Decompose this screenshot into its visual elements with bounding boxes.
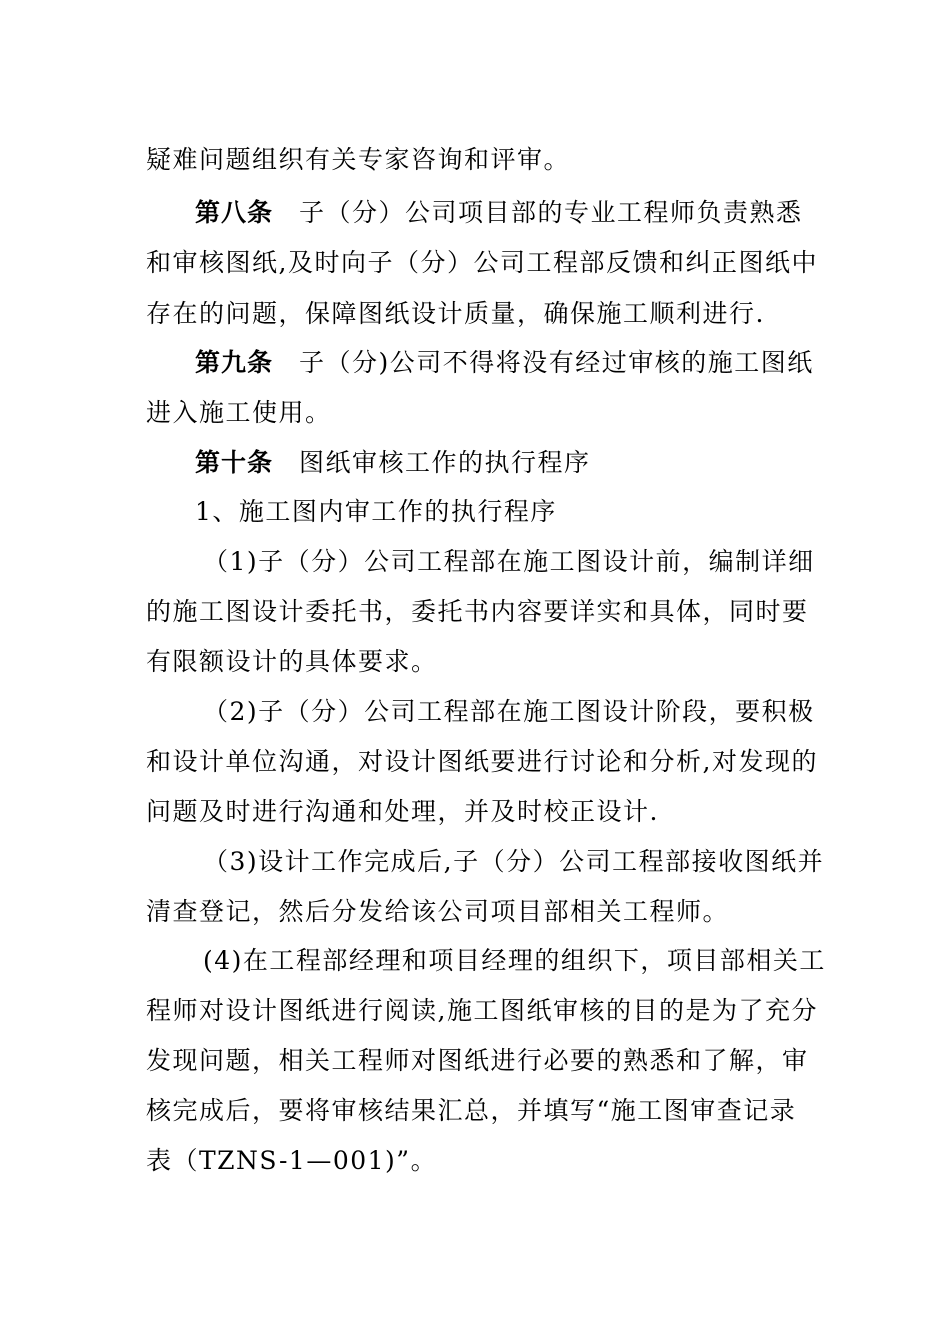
item-2-line-3 <box>146 795 816 829</box>
item-4-line-1 <box>203 944 873 978</box>
text-line: 子（分)公司不得将没有经过审核的施工图纸 <box>299 348 814 377</box>
item-3-line-2 <box>146 895 816 929</box>
text-line: （2)子（分）公司工程部在施工图设计阶段，要积极 <box>203 697 815 726</box>
text-line: 的施工图设计委托书，委托书内容要详实和具体，同时要 <box>146 597 809 626</box>
item-3-line-1 <box>203 845 873 879</box>
article-8-line-3 <box>146 297 816 331</box>
text-line: 疑难问题组织有关专家咨询和评审。 <box>146 145 571 174</box>
item-1-line-2 <box>146 595 816 629</box>
text-line: 子（分）公司项目部的专业工程师负责熟悉 <box>299 198 803 227</box>
article-9-heading-line <box>195 346 865 380</box>
text-line: （3)设计工作完成后,子（分）公司工程部接收图纸并 <box>203 847 825 876</box>
item-2-line-1 <box>203 695 873 729</box>
text-line: 表（TZNS-1—001)”。 <box>146 1146 438 1175</box>
article-10-label: 第十条 <box>195 448 274 477</box>
article-9-line-2 <box>146 396 816 430</box>
text-line: 清查登记，然后分发给该公司项目部相关工程师。 <box>146 897 730 926</box>
article-10-heading-line <box>195 446 865 480</box>
section-1-heading <box>195 495 865 529</box>
text-line: 发现问题，相关工程师对图纸进行必要的熟悉和了解，审 <box>146 1046 809 1075</box>
text-line: 1、施工图内审工作的执行程序 <box>195 497 557 526</box>
text-line: 有限额设计的具体要求。 <box>146 647 438 676</box>
text-line: 程师对设计图纸进行阅读,施工图纸审核的目的是为了充分 <box>146 996 818 1025</box>
article-8-label: 第八条 <box>195 198 274 227</box>
item-4-line-5 <box>146 1144 816 1178</box>
item-1-line-3 <box>146 645 816 679</box>
text-line: 问题及时进行沟通和处理，并及时校正设计. <box>146 797 659 826</box>
article-8-heading-line <box>195 196 865 230</box>
item-4-line-2 <box>146 994 816 1028</box>
text-line: 和审核图纸,及时向子（分）公司工程部反馈和纠正图纸中 <box>146 248 818 277</box>
text-line: （1)子（分）公司工程部在施工图设计前，编制详细 <box>203 547 815 576</box>
text-line: 存在的问题，保障图纸设计质量，确保施工顺利进行. <box>146 299 765 328</box>
item-2-line-2 <box>146 745 816 779</box>
text-line: (4)在工程部经理和项目经理的组织下，项目部相关工 <box>203 946 826 975</box>
item-4-line-4 <box>146 1094 816 1128</box>
text-line: 进入施工使用。 <box>146 398 332 427</box>
item-4-line-3 <box>146 1044 816 1078</box>
article-8-line-2 <box>146 246 816 280</box>
article-9-label: 第九条 <box>195 348 274 377</box>
item-1-line-1 <box>203 545 873 579</box>
text-line: 核完成后，要将审核结果汇总，并填写“施工图审查记录 <box>146 1096 797 1125</box>
text-line: 和设计单位沟通，对设计图纸要进行讨论和分析,对发现的 <box>146 747 818 776</box>
text-line: 图纸审核工作的执行程序 <box>299 448 591 477</box>
paragraph-continuation <box>146 143 816 177</box>
